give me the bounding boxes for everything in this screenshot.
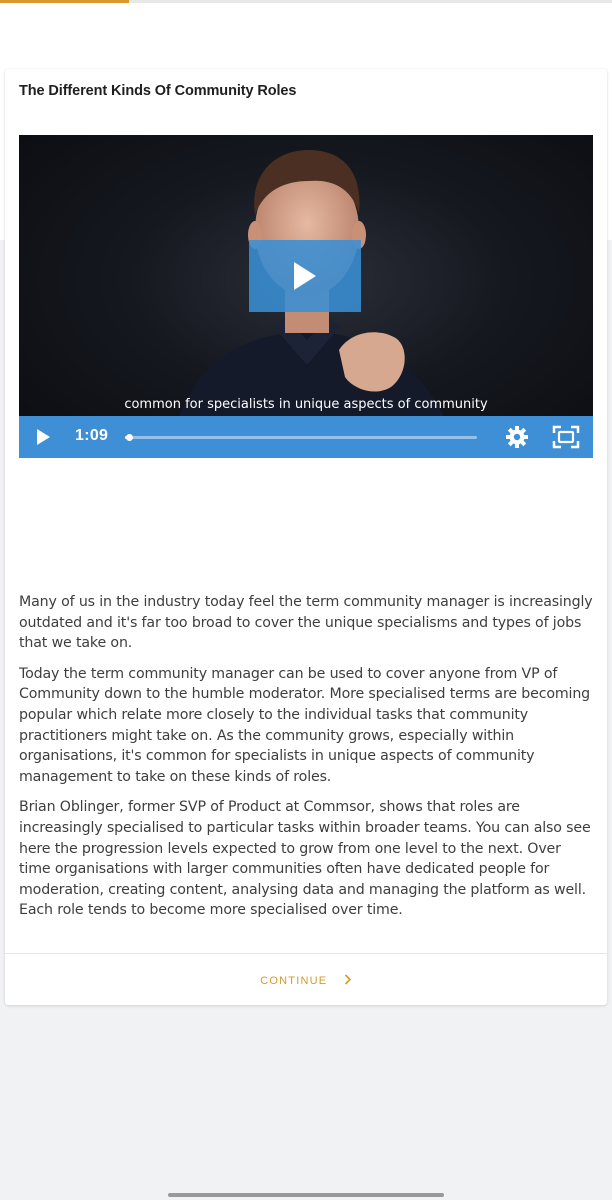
- play-overlay-button[interactable]: [249, 240, 361, 312]
- continue-label: CONTINUE: [260, 975, 328, 987]
- card-divider: [5, 953, 607, 954]
- video-seek-handle[interactable]: [126, 434, 133, 441]
- lesson-title: The Different Kinds Of Community Roles: [19, 83, 297, 99]
- body-paragraph: Brian Oblinger, former SVP of Product at Commsor, shows that roles are increasingly specialised to particular tasks within broader teams. You can also see here the progression levels expected to grow from one level to the next. Over time organisations with larger communities often have dedicated people for moderation, creating content, analysing data and managing the platform as well. Each role tends to become more specialised over time.: [19, 799, 591, 919]
- home-indicator: [168, 1193, 444, 1197]
- continue-button[interactable]: [5, 971, 607, 989]
- video-seek-bar[interactable]: [125, 436, 477, 439]
- video-caption: common for specialists in unique aspects of community: [124, 397, 488, 412]
- play-icon: [292, 261, 318, 291]
- chevron-right-icon: [344, 974, 352, 985]
- lesson-progress-fill: [0, 0, 129, 3]
- play-icon[interactable]: [33, 427, 53, 447]
- body-paragraph: Today the term community manager can be used to cover anyone from VP of Community down to the humble moderator. More specialised terms are becoming popular which relate more closely to the individual tasks that community practitioners might take on. As the community grows, especially within organisations, it's common for specialists in unique aspects of community management to take on these kinds of roles.: [19, 665, 591, 785]
- body-paragraph: Many of us in the industry today feel the term community manager is increasingly outdated and it's far too broad to cover the unique specialisms and types of jobs that we take on.: [19, 594, 593, 652]
- video-player[interactable]: [19, 135, 593, 458]
- video-current-time: 1:09: [75, 427, 109, 444]
- lesson-body: [19, 592, 595, 931]
- lesson-progress-bar: [0, 0, 612, 3]
- fullscreen-icon[interactable]: [552, 425, 580, 449]
- lesson-card: [5, 69, 607, 1005]
- gear-icon[interactable]: [505, 425, 529, 449]
- video-controls-bar: [19, 416, 593, 458]
